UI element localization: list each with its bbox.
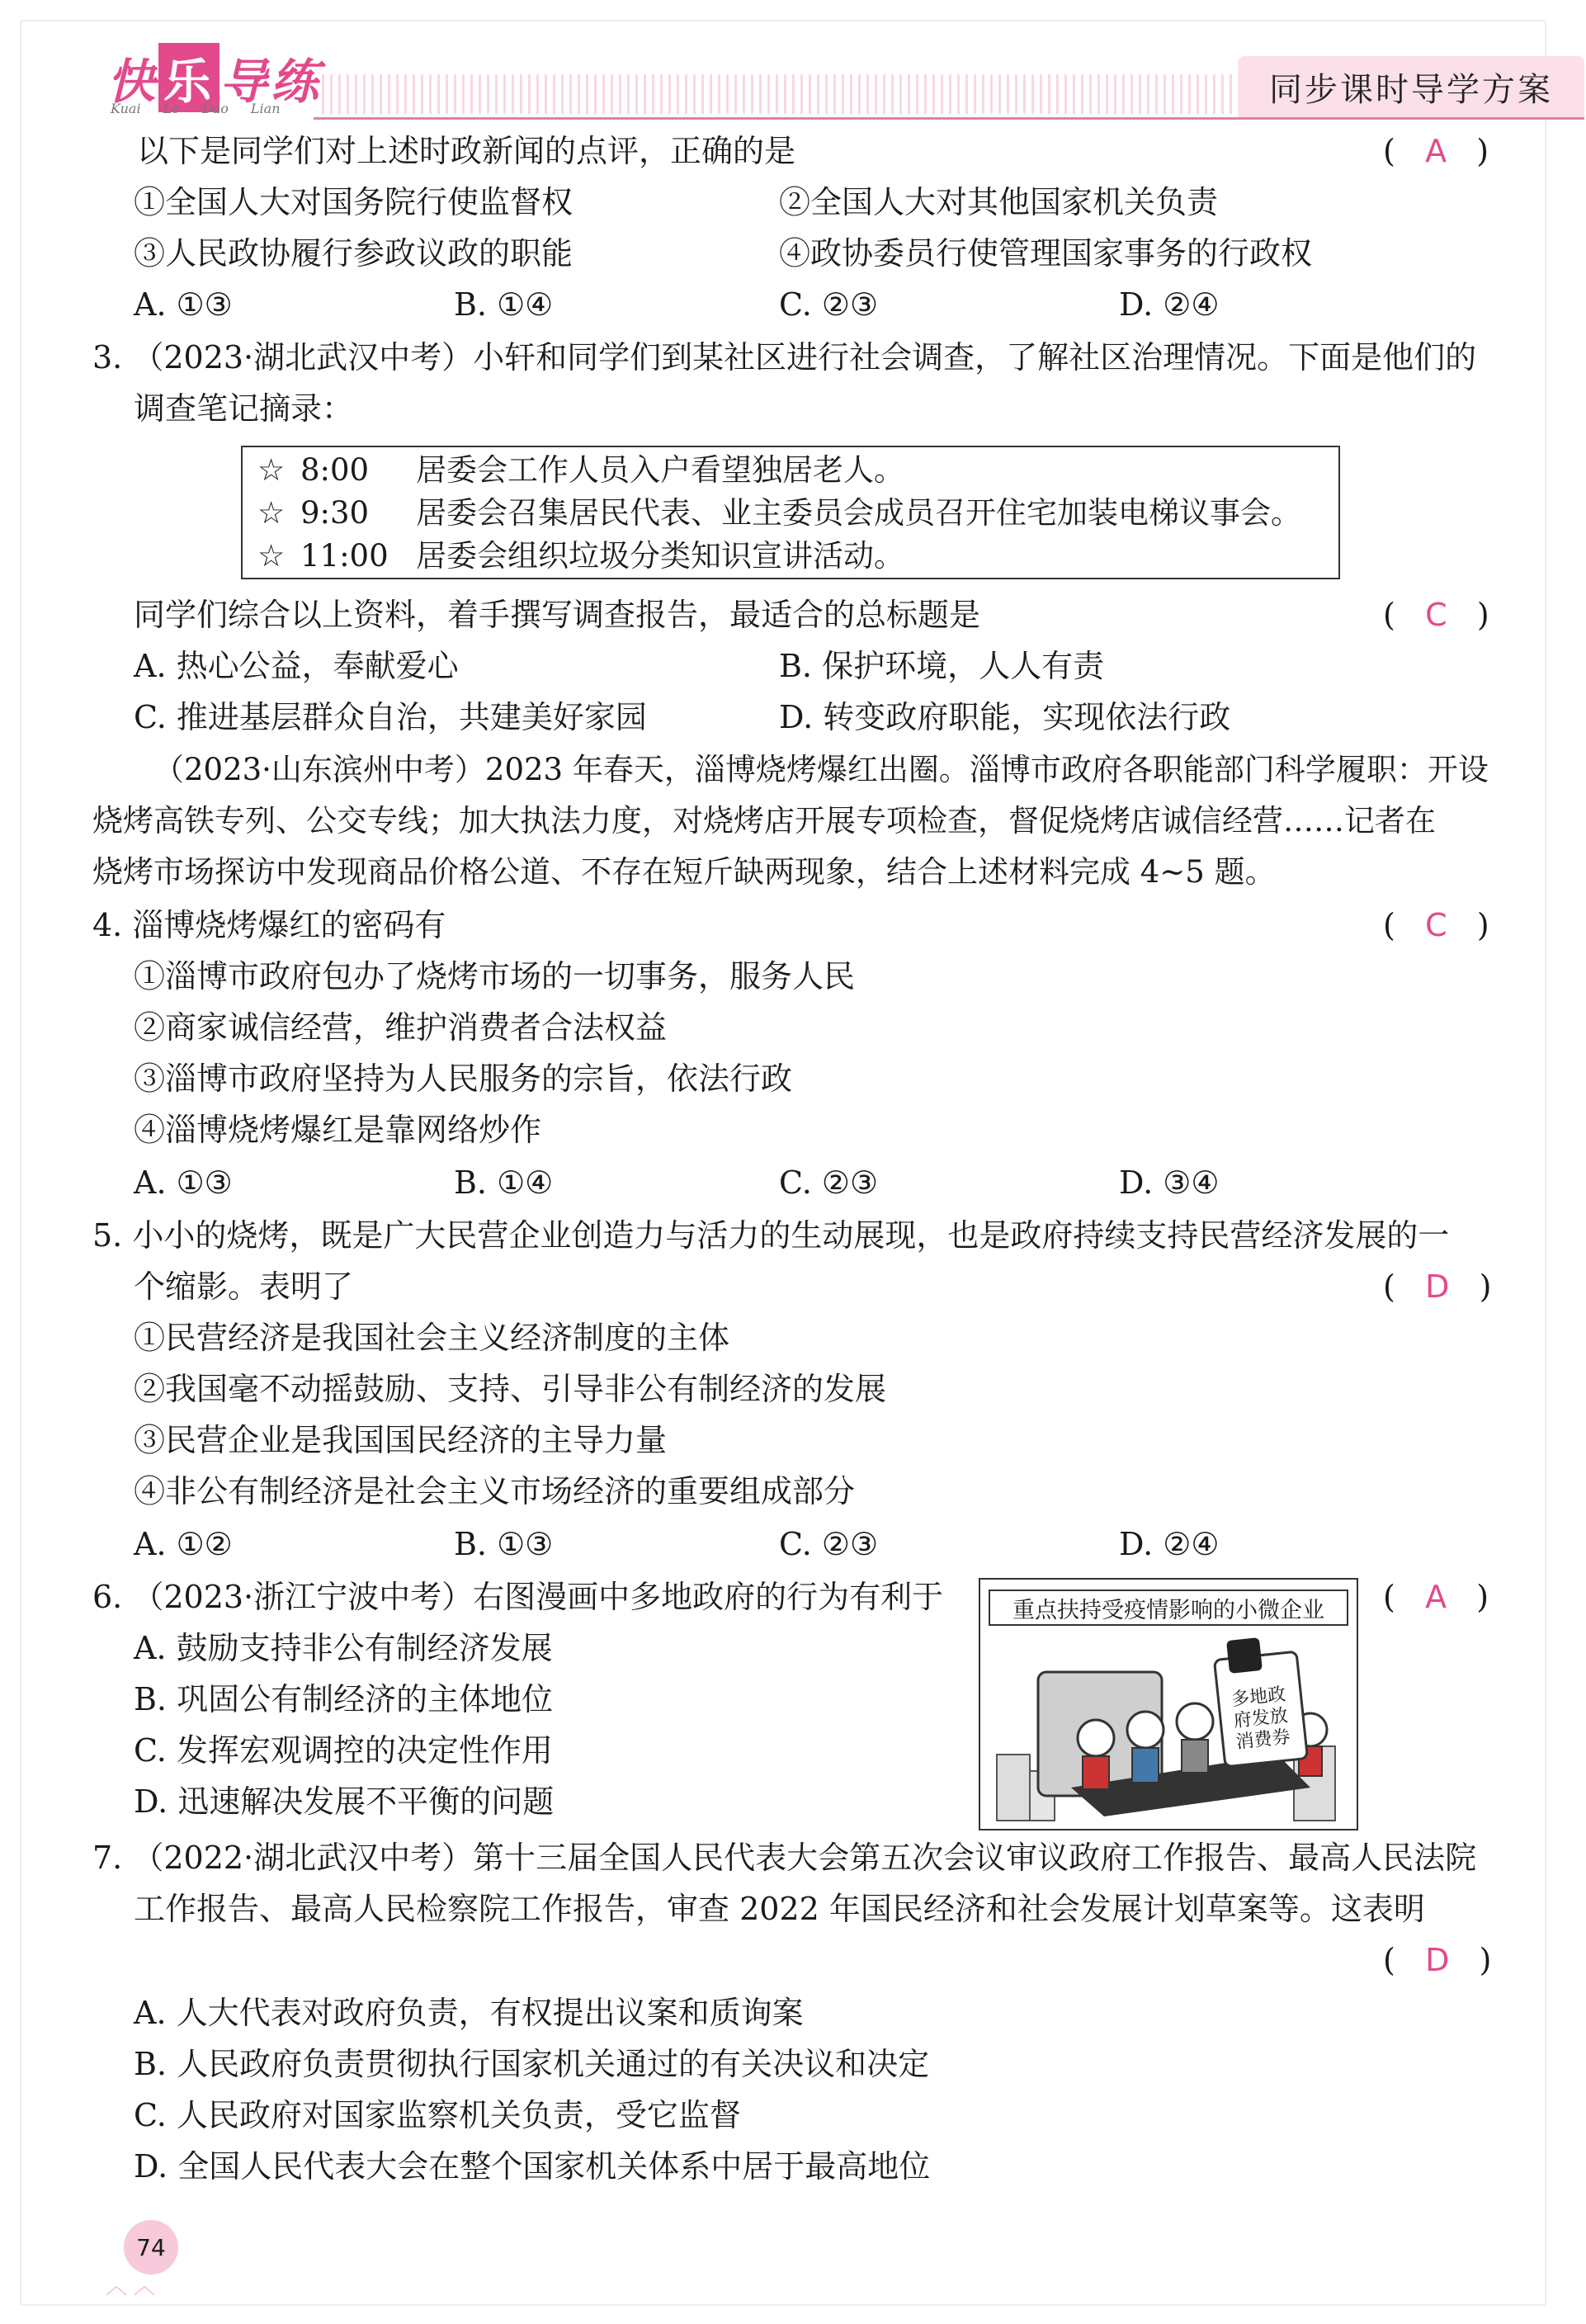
q7-stem-line1: 7. （2022·湖北武汉中考）第十三届全国人民代表大会第五次会议审议政府工作报告、最高人民法院: [92, 1840, 1477, 1876]
q4-item-4: ④淄博烧烤爆红是靠网络炒作: [134, 1112, 542, 1148]
page-number: 74: [124, 2220, 178, 2274]
q5-item-2: ②我国毫不动摇鼓励、支持、引导非公有制经济的发展: [134, 1371, 887, 1407]
q5-option-d: D. ②④: [1119, 1526, 1220, 1562]
q3-stem-line2: 调查笔记摘录：: [134, 390, 354, 427]
q6-answer-value: A: [1425, 1579, 1447, 1615]
cartoon-caption: 重点扶持受疫情影响的小微企业: [989, 1589, 1348, 1626]
q7-answer: ( D ): [1383, 1942, 1492, 1978]
q7-option-d: D. 全国人民代表大会在整个国家机关体系中居于最高地位: [134, 2148, 931, 2185]
q5-option-a: A. ①②: [134, 1526, 233, 1562]
q2-item-4: ④政协委员行使管理国家事务的行政权: [779, 235, 1313, 272]
q4-option-d: D. ③④: [1119, 1164, 1220, 1201]
q7-option-b: B. 人民政府负责贯彻执行国家机关通过的有关决议和决定: [134, 2046, 930, 2082]
q2-item-1: ①全国人大对国务院行使监督权: [134, 184, 574, 220]
q3-option-b: B. 保护环境，人人有责: [779, 648, 1105, 684]
q6-option-d: D. 迅速解决发展不平衡的问题: [134, 1783, 555, 1820]
star-icon: ☆: [257, 495, 286, 531]
q2-option-b: B. ①④: [454, 286, 554, 323]
q3-option-d: D. 转变政府职能，实现依法行政: [779, 699, 1231, 735]
logo-char-1: 快: [107, 54, 159, 110]
note-time: 8:00: [300, 452, 370, 488]
page-number-decoration-icon: ︿︿: [106, 2274, 163, 2299]
star-icon: ☆: [257, 452, 286, 488]
material-line-1: （2023·山东滨州中考）2023 年春天，淄博烧烤爆红出圈。淄博市政府各职能部门科学履职：开设: [153, 752, 1489, 787]
page-header: [99, 33, 1553, 124]
logo-pinyin: Kuai Le Dao Lian: [111, 101, 281, 116]
q5-answer: ( D ): [1383, 1268, 1492, 1305]
q7-option-a: A. 人大代表对政府负责，有权提出议案和质询案: [134, 1995, 804, 2031]
header-decoration: [322, 74, 1246, 114]
logo-char-3: 导练: [219, 54, 323, 110]
q2-answer: ( A ): [1383, 133, 1489, 169]
q3-option-c: C. 推进基层群众自治，共建美好家园: [134, 699, 647, 735]
q7-answer-value: D: [1425, 1942, 1450, 1978]
cartoon-sign: 多地政府发放消费券: [1230, 1684, 1291, 1754]
q5-item-1: ①民营经济是我国社会主义经济制度的主体: [134, 1320, 730, 1356]
note-text: 居委会组织垃圾分类知识宣讲活动。: [416, 538, 904, 574]
q3-stem-line1: 3. （2023·湖北武汉中考）小轩和同学们到某社区进行社会调查，了解社区治理情况。下面是他们的: [92, 339, 1477, 376]
q6-stem: 6. （2023·浙江宁波中考）右图漫画中多地政府的行为有利于: [92, 1579, 944, 1615]
survey-notes-box: [241, 446, 1340, 579]
q6-option-a: A. 鼓励支持非公有制经济发展: [134, 1630, 553, 1666]
material-line-3: 烧烤市场探访中发现商品价格公道、不存在短斤缺两现象，结合上述材料完成 4~5 题。: [92, 854, 1276, 890]
note-text: 居委会召集居民代表、业主委员会成员召开住宅加装电梯议事会。: [416, 495, 1301, 531]
note-time: 9:30: [300, 495, 370, 531]
q2-option-c: C. ②③: [779, 286, 879, 323]
q6-option-b: B. 巩固公有制经济的主体地位: [134, 1681, 554, 1717]
cartoon-drawing: [980, 1631, 1357, 1829]
q6-answer: ( A ): [1383, 1579, 1489, 1615]
logo-char-2: 乐: [158, 43, 219, 112]
q4-option-b: B. ①④: [454, 1164, 554, 1201]
q3-answer: ( C ): [1383, 597, 1489, 633]
q3-answer-value: C: [1425, 597, 1447, 633]
q5-option-b: B. ①③: [454, 1526, 554, 1562]
note-row: [257, 449, 904, 492]
cartoon-illustration: [979, 1578, 1358, 1830]
section-title: 同步课时导学方案: [1238, 56, 1584, 117]
q2-option-d: D. ②④: [1119, 286, 1220, 323]
q3-option-a: A. 热心公益，奉献爱心: [134, 648, 459, 684]
q5-item-3: ③民营企业是我国国民经济的主导力量: [134, 1422, 668, 1458]
q7-stem-line2: 工作报告、最高人民检察院工作报告，审查 2022 年国民经济和社会发展计划草案等。这表明: [134, 1891, 1425, 1927]
q2-stem: 以下是同学们对上述时政新闻的点评，正确的是: [137, 133, 796, 169]
q5-answer-value: D: [1425, 1268, 1450, 1305]
note-row: [257, 492, 1301, 535]
q4-item-2: ②商家诚信经营，维护消费者合法权益: [134, 1009, 668, 1046]
q4-answer: ( C ): [1383, 907, 1489, 943]
q4-answer-value: C: [1425, 907, 1447, 943]
q4-stem: 4. 淄博烧烤爆红的密码有: [92, 907, 446, 943]
q6-option-c: C. 发挥宏观调控的决定性作用: [134, 1732, 553, 1769]
note-row: [257, 535, 904, 578]
note-text: 居委会工作人员入户看望独居老人。: [416, 452, 904, 488]
header-rule: [314, 117, 1584, 120]
q5-stem-line1: 5. 小小的烧烤，既是广大民营企业创造力与活力的生动展现，也是政府持续支持民营经济发展的一: [92, 1217, 1450, 1254]
star-icon: ☆: [257, 538, 286, 574]
q4-option-a: A. ①③: [134, 1164, 233, 1201]
q2-answer-value: A: [1425, 133, 1447, 169]
q2-item-3: ③人民政协履行参政议政的职能: [134, 235, 574, 272]
q5-stem-line2: 个缩影。表明了: [134, 1268, 354, 1305]
q5-option-c: C. ②③: [779, 1526, 879, 1562]
q4-option-c: C. ②③: [779, 1164, 879, 1201]
q2-item-2: ②全国人大对其他国家机关负责: [779, 184, 1219, 220]
q4-item-3: ③淄博市政府坚持为人民服务的宗旨，依法行政: [134, 1060, 793, 1097]
q2-option-a: A. ①③: [134, 286, 233, 323]
q3-question: 同学们综合以上资料，着手撰写调查报告，最适合的总标题是: [134, 597, 981, 633]
q5-item-4: ④非公有制经济是社会主义市场经济的重要组成部分: [134, 1473, 856, 1509]
note-time: 11:00: [300, 538, 389, 574]
material-line-2: 烧烤高铁专列、公交专线；加大执法力度，对烧烤店开展专项检查，督促烧烤店诚信经营……记者在: [92, 803, 1436, 838]
q7-option-c: C. 人民政府对国家监察机关负责，受它监督: [134, 2097, 741, 2133]
q4-item-1: ①淄博市政府包办了烧烤市场的一切事务，服务人民: [134, 958, 856, 994]
